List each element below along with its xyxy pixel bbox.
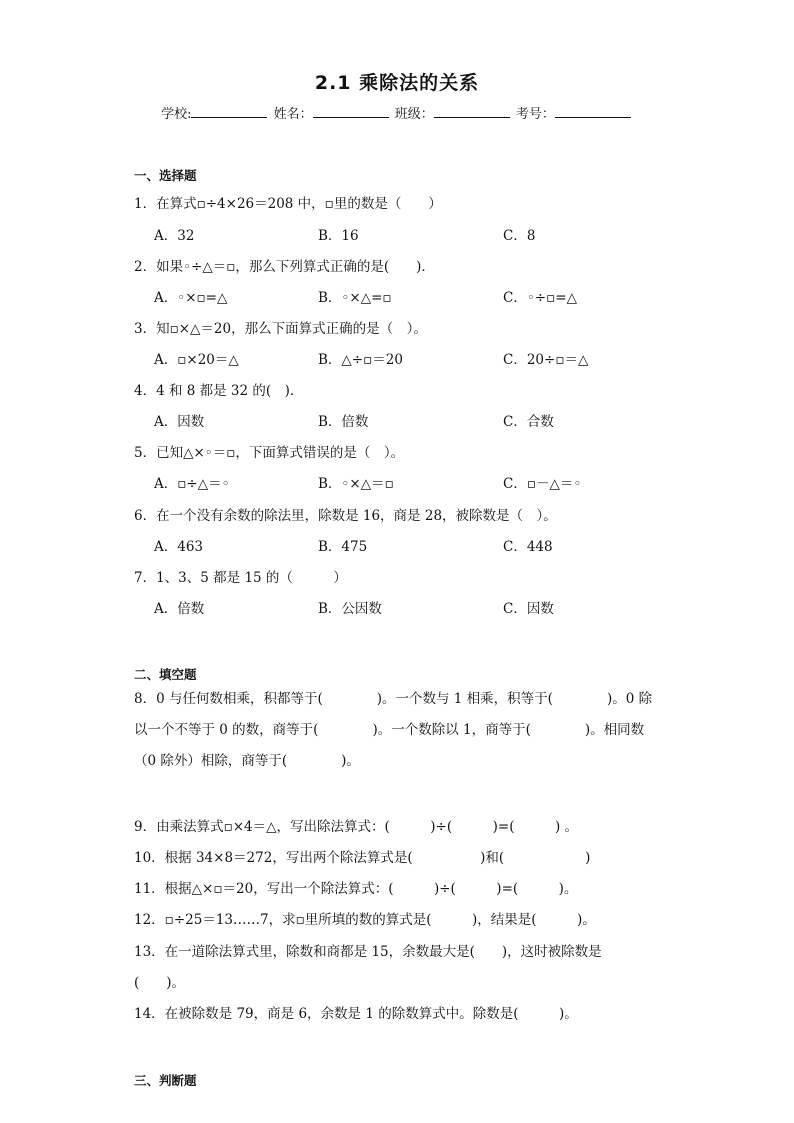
exam-number-blank[interactable]: [555, 103, 631, 118]
class-blank[interactable]: [434, 103, 510, 118]
question-4: 4．4 和 8 都是 32 的( )．: [134, 383, 304, 399]
school-blank[interactable]: [191, 103, 267, 118]
question-1-option-a[interactable]: A．32: [154, 228, 195, 244]
question-5-option-c[interactable]: C．▫－△＝◦: [503, 476, 582, 492]
question-3-option-b[interactable]: B．△÷▫＝20: [318, 352, 403, 368]
section-heading-choice: 一、选择题: [134, 168, 197, 183]
student-info-row: [0, 103, 794, 122]
question-1: 1．在算式▫÷4×26＝208 中，▫里的数是（ ）: [134, 196, 442, 212]
question-4-option-c[interactable]: C．合数: [503, 414, 554, 430]
question-5-option-b[interactable]: B．◦×△＝▫: [318, 476, 394, 492]
question-2-option-b[interactable]: B．◦×△=▫: [318, 290, 392, 306]
question-12: 12．▫÷25＝13……7，求▫里所填的数的算式是( )，结果是( )。: [134, 912, 596, 928]
name-label: 姓名：: [273, 107, 313, 122]
question-1-option-b[interactable]: B．16: [318, 228, 359, 244]
question-2: 2．如果◦÷△＝▫，那么下列算式正确的是( )．: [134, 259, 435, 275]
class-label: 班级：: [394, 107, 434, 122]
question-5-option-a[interactable]: A．▫÷△＝◦: [154, 476, 230, 492]
question-2-option-c[interactable]: C．◦÷▫=△: [503, 290, 577, 306]
question-3: 3．知▫×△＝20，那么下面算式正确的是（ ）。: [134, 321, 427, 337]
question-9: 9．由乘法算式▫×4＝△，写出除法算式：( )÷( )=( ) 。: [134, 819, 579, 835]
name-blank[interactable]: [313, 103, 389, 118]
question-7-option-b[interactable]: B．公因数: [318, 601, 382, 617]
question-13-continued: ( )。: [134, 975, 186, 991]
question-4-option-b[interactable]: B．倍数: [318, 414, 369, 430]
question-3-option-a[interactable]: A．▫×20＝△: [154, 352, 239, 368]
question-3-option-c[interactable]: C．20÷▫＝△: [503, 352, 589, 368]
question-8: 8．0 与任何数相乘，积都等于( )。一个数与 1 相乘，积等于( )。0 除以一个不等于 0 的数，商等于( )。一个数除以 1，商等于( )。相同数（0 除外）相除，商等于( )。: [134, 691, 653, 769]
section-heading-judge: 三、判断题: [134, 1073, 197, 1088]
question-5: 5．已知△×◦＝▫，下面算式错误的是（ ）。: [134, 445, 405, 461]
question-10: 10．根据 34×8＝272，写出两个除法算式是( )和( ): [134, 850, 591, 866]
question-7-option-c[interactable]: C．因数: [503, 601, 554, 617]
question-11: 11．根据△×▫＝20，写出一个除法算式：( )÷( )=( )。: [134, 881, 578, 897]
question-6-option-c[interactable]: C．448: [503, 539, 553, 555]
question-13: 13．在一道除法算式里，除数和商都是 15，余数最大是( )，这时被除数是: [134, 944, 602, 960]
question-7: 7．1、3、5 都是 15 的（ ）: [134, 570, 347, 586]
question-7-option-a[interactable]: A．倍数: [154, 601, 205, 617]
question-14: 14．在被除数是 79，商是 6，余数是 1 的除数算式中。除数是( )。: [134, 1006, 578, 1022]
question-6: 6．在一个没有余数的除法里，除数是 16，商是 28，被除数是（ ）。: [134, 508, 557, 524]
question-6-option-b[interactable]: B．475: [318, 539, 368, 555]
question-4-option-a[interactable]: A．因数: [154, 414, 205, 430]
section-heading-fill: 二、填空题: [134, 667, 197, 682]
question-6-option-a[interactable]: A．463: [154, 539, 204, 555]
page-title: 2.1 乘除法的关系: [314, 72, 480, 94]
exam-number-label: 考号：: [515, 107, 555, 122]
school-label: 学校:: [161, 107, 192, 122]
question-2-option-a[interactable]: A．◦×▫=△: [154, 290, 228, 306]
question-1-option-c[interactable]: C．8: [503, 228, 536, 244]
